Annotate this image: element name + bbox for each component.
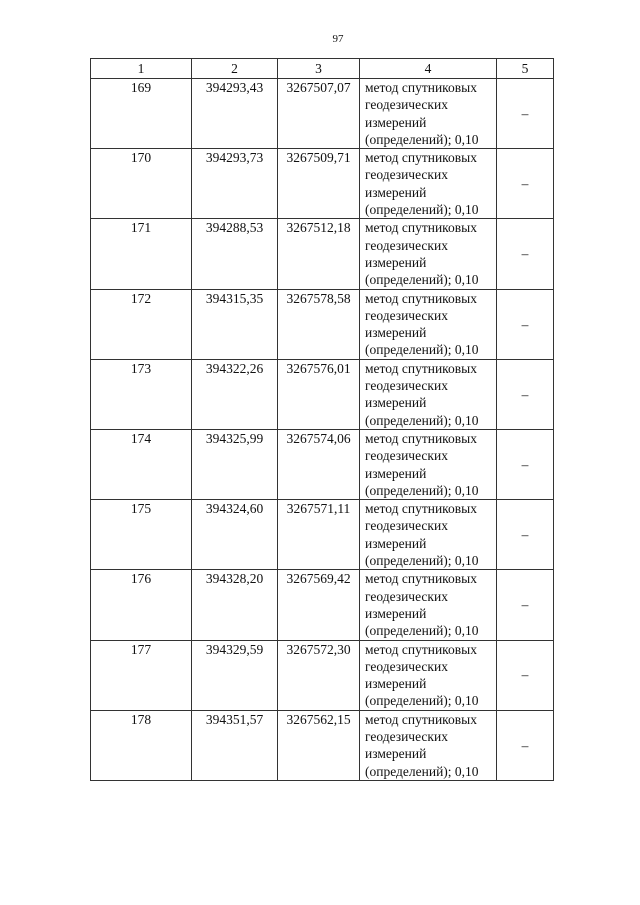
y-coordinate-cell: 3267572,30 <box>278 640 360 710</box>
table-row <box>91 289 554 359</box>
y-coordinate-cell: 3267569,42 <box>278 570 360 640</box>
table-row <box>91 219 554 289</box>
note-cell: – <box>497 710 554 780</box>
method-line: измерений <box>365 184 427 200</box>
coordinates-table <box>90 58 554 781</box>
method-line: измерений <box>365 254 427 270</box>
method-cell <box>360 79 497 149</box>
method-line: измерений <box>365 395 427 411</box>
x-coordinate-cell: 394325,99 <box>192 429 278 499</box>
method-line: (определений); 0,10 <box>365 202 479 218</box>
method-line: метод спутниковых <box>365 290 477 306</box>
header-cell: 5 <box>497 59 554 79</box>
method-line: геодезических <box>365 97 448 113</box>
method-line: (определений); 0,10 <box>365 342 479 358</box>
method-line: (определений); 0,10 <box>365 763 479 779</box>
table-row <box>91 570 554 640</box>
note-cell: – <box>497 149 554 219</box>
x-coordinate-cell: 394293,43 <box>192 79 278 149</box>
method-line: метод спутниковых <box>365 220 477 236</box>
note-cell: – <box>497 570 554 640</box>
method-line: геодезических <box>365 728 448 744</box>
method-line: геодезических <box>365 518 448 534</box>
point-number-cell: 174 <box>91 429 192 499</box>
note-cell: – <box>497 219 554 289</box>
header-cell: 1 <box>91 59 192 79</box>
x-coordinate-cell: 394293,73 <box>192 149 278 219</box>
table-row <box>91 149 554 219</box>
method-line: метод спутниковых <box>365 430 477 446</box>
point-number-cell: 177 <box>91 640 192 710</box>
method-line: измерений <box>365 465 427 481</box>
point-number-cell: 175 <box>91 500 192 570</box>
method-line: геодезических <box>365 237 448 253</box>
method-line: измерений <box>365 605 427 621</box>
point-number-cell: 172 <box>91 289 192 359</box>
header-cell: 4 <box>360 59 497 79</box>
y-coordinate-cell: 3267507,07 <box>278 79 360 149</box>
method-line: (определений); 0,10 <box>365 272 479 288</box>
method-cell <box>360 219 497 289</box>
method-line: метод спутниковых <box>365 501 477 517</box>
note-cell: – <box>497 289 554 359</box>
method-line: метод спутниковых <box>365 360 477 376</box>
header-cell: 3 <box>278 59 360 79</box>
table-row <box>91 79 554 149</box>
x-coordinate-cell: 394322,26 <box>192 359 278 429</box>
y-coordinate-cell: 3267512,18 <box>278 219 360 289</box>
y-coordinate-cell: 3267576,01 <box>278 359 360 429</box>
note-cell: – <box>497 500 554 570</box>
table-row <box>91 500 554 570</box>
method-line: измерений <box>365 325 427 341</box>
note-cell: – <box>497 429 554 499</box>
y-coordinate-cell: 3267571,11 <box>278 500 360 570</box>
point-number-cell: 173 <box>91 359 192 429</box>
method-line: измерений <box>365 535 427 551</box>
page-number: 97 <box>332 33 344 45</box>
method-line: (определений); 0,10 <box>365 412 479 428</box>
method-cell <box>360 359 497 429</box>
method-cell <box>360 149 497 219</box>
method-line: метод спутниковых <box>365 571 477 587</box>
method-line: геодезических <box>365 167 448 183</box>
method-line: (определений); 0,10 <box>365 131 479 147</box>
y-coordinate-cell: 3267578,58 <box>278 289 360 359</box>
method-line: геодезических <box>365 307 448 323</box>
method-cell <box>360 429 497 499</box>
method-line: (определений); 0,10 <box>365 553 479 569</box>
note-cell: – <box>497 359 554 429</box>
method-line: геодезических <box>365 658 448 674</box>
method-line: метод спутниковых <box>365 641 477 657</box>
method-line: геодезических <box>365 588 448 604</box>
method-line: метод спутниковых <box>365 150 477 166</box>
table-row <box>91 359 554 429</box>
method-line: измерений <box>365 746 427 762</box>
method-cell <box>360 500 497 570</box>
method-cell <box>360 640 497 710</box>
method-cell <box>360 710 497 780</box>
point-number-cell: 171 <box>91 219 192 289</box>
y-coordinate-cell: 3267509,71 <box>278 149 360 219</box>
header-cell: 2 <box>192 59 278 79</box>
x-coordinate-cell: 394328,20 <box>192 570 278 640</box>
point-number-cell: 176 <box>91 570 192 640</box>
table-row <box>91 640 554 710</box>
x-coordinate-cell: 394324,60 <box>192 500 278 570</box>
method-cell <box>360 570 497 640</box>
table-row <box>91 710 554 780</box>
x-coordinate-cell: 394351,57 <box>192 710 278 780</box>
point-number-cell: 170 <box>91 149 192 219</box>
point-number-cell: 178 <box>91 710 192 780</box>
method-line: геодезических <box>365 448 448 464</box>
method-line: измерений <box>365 676 427 692</box>
table-row <box>91 429 554 499</box>
y-coordinate-cell: 3267574,06 <box>278 429 360 499</box>
method-line: (определений); 0,10 <box>365 623 479 639</box>
method-line: метод спутниковых <box>365 711 477 727</box>
method-line: метод спутниковых <box>365 80 477 95</box>
method-line: (определений); 0,10 <box>365 482 479 498</box>
x-coordinate-cell: 394315,35 <box>192 289 278 359</box>
note-cell: – <box>497 640 554 710</box>
table-header-row <box>91 59 554 79</box>
x-coordinate-cell: 394329,59 <box>192 640 278 710</box>
method-line: геодезических <box>365 378 448 394</box>
method-cell <box>360 289 497 359</box>
method-line: (определений); 0,10 <box>365 693 479 709</box>
point-number-cell: 169 <box>91 79 192 149</box>
method-line: измерений <box>365 114 427 130</box>
y-coordinate-cell: 3267562,15 <box>278 710 360 780</box>
x-coordinate-cell: 394288,53 <box>192 219 278 289</box>
note-cell: – <box>497 79 554 149</box>
